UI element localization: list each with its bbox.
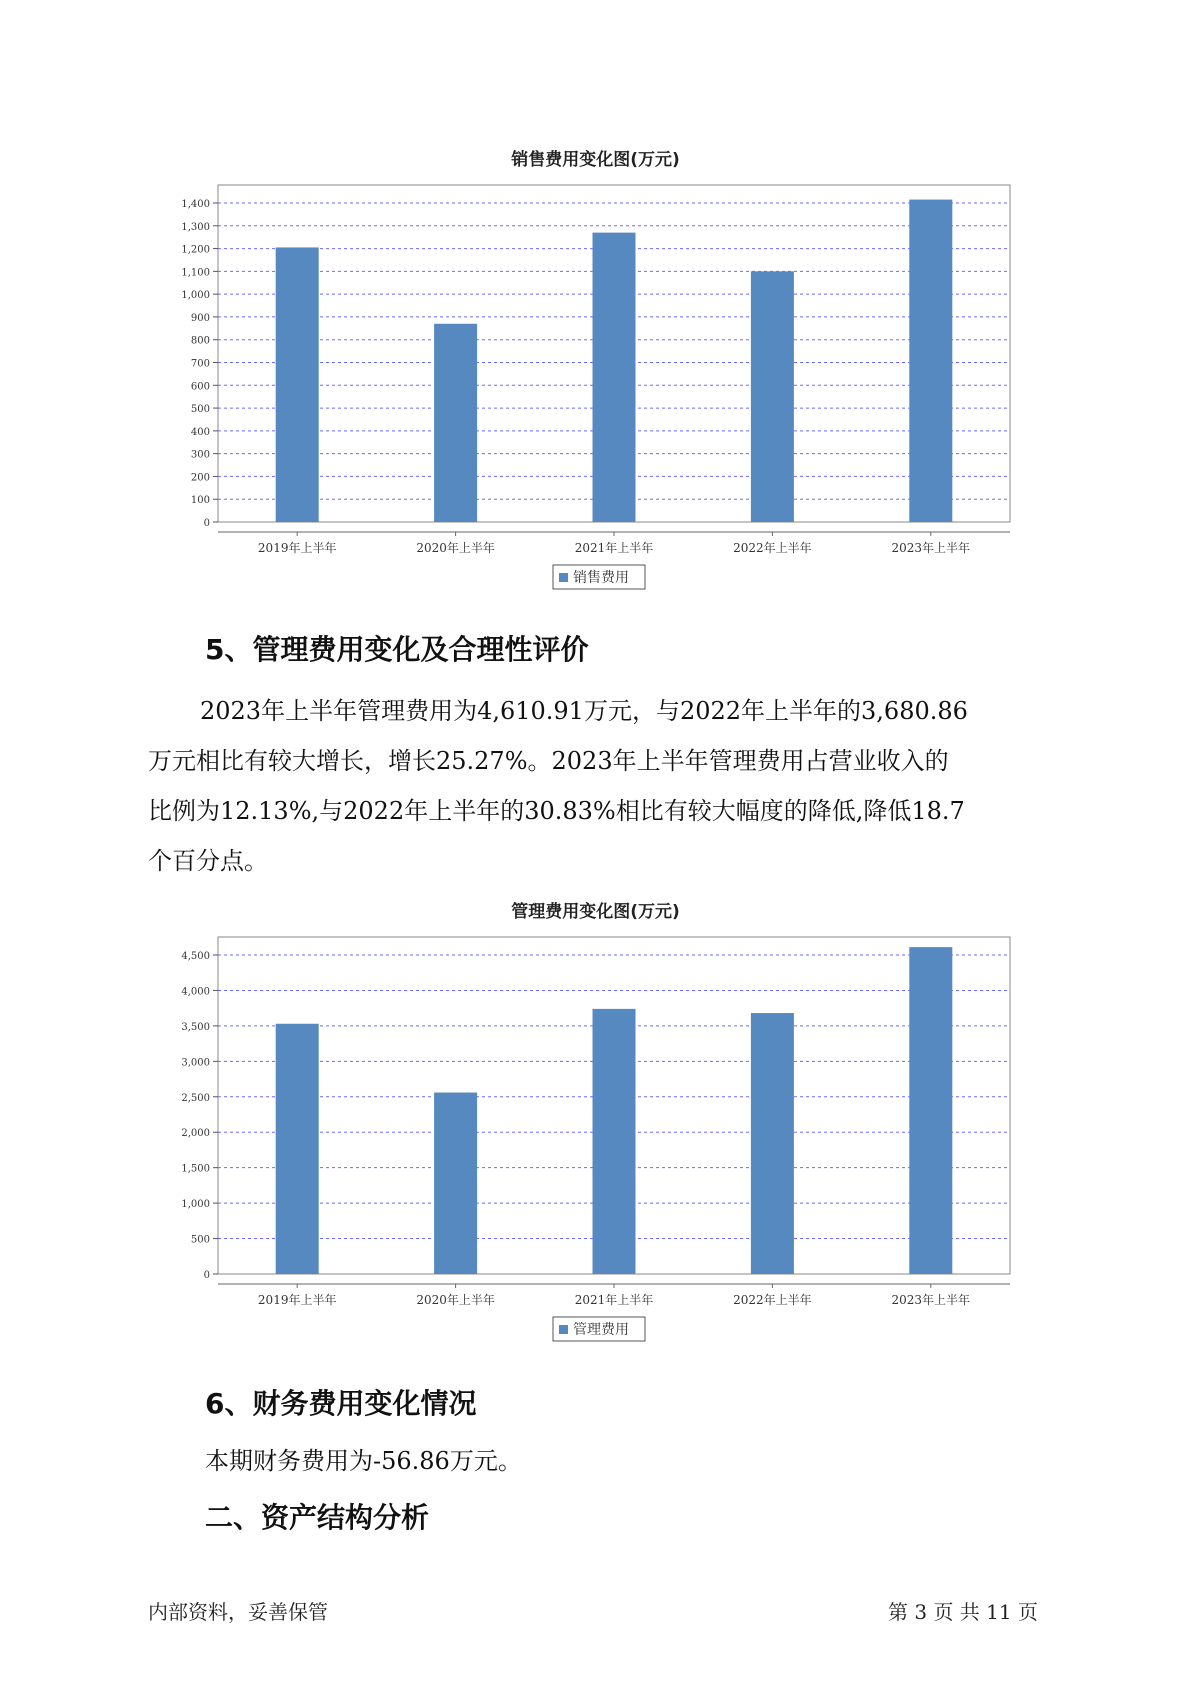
bar xyxy=(276,247,319,522)
bar xyxy=(751,271,794,522)
x-tick-label: 2023年上半年 xyxy=(891,1293,971,1307)
admin-expense-chart xyxy=(0,927,1191,1347)
x-tick-label: 2020年上半年 xyxy=(416,1293,495,1307)
bar xyxy=(909,200,952,522)
y-tick-label: 100 xyxy=(190,495,210,507)
chart2-title: 管理费用变化图(万元) xyxy=(511,902,680,922)
section2-heading: 二、资产结构分析 xyxy=(205,1501,430,1534)
x-tick-label: 2023年上半年 xyxy=(891,541,971,555)
y-tick-label: 2,000 xyxy=(181,1128,210,1140)
sales-expense-chart xyxy=(0,175,1191,595)
y-tick-label: 800 xyxy=(190,335,210,347)
y-tick-label: 600 xyxy=(190,381,210,393)
y-tick-label: 1,300 xyxy=(181,221,210,233)
bar xyxy=(434,324,477,522)
bar xyxy=(276,1024,319,1274)
x-tick-label: 2022年上半年 xyxy=(733,541,812,555)
x-tick-label: 2022年上半年 xyxy=(733,1293,812,1307)
bar xyxy=(434,1093,477,1274)
y-tick-label: 700 xyxy=(190,358,210,370)
section5-line-4: 个百分点。 xyxy=(148,847,268,875)
section5-heading: 5、管理费用变化及合理性评价 xyxy=(205,633,589,666)
y-tick-label: 4,000 xyxy=(181,986,210,998)
bar xyxy=(593,233,636,522)
y-tick-label: 1,200 xyxy=(181,244,210,256)
footer-page-number: 第 3 页 共 11 页 xyxy=(888,1600,1038,1624)
y-tick-label: 3,000 xyxy=(181,1057,210,1069)
y-tick-label: 1,400 xyxy=(181,199,210,210)
legend-label: 管理费用 xyxy=(573,1322,629,1338)
y-tick-label: 1,000 xyxy=(181,290,210,302)
y-tick-label: 500 xyxy=(190,404,210,416)
y-tick-label: 1,000 xyxy=(181,1199,210,1211)
x-tick-label: 2021年上半年 xyxy=(574,541,654,555)
y-tick-label: 400 xyxy=(190,426,210,438)
section5-line-2: 万元相比有较大增长，增长25.27%。2023年上半年管理费用占营业收入的 xyxy=(148,747,949,775)
y-tick-label: 4,500 xyxy=(181,951,210,962)
y-tick-label: 0 xyxy=(203,1270,210,1281)
legend-swatch xyxy=(559,573,568,582)
y-tick-label: 0 xyxy=(203,518,210,529)
footer-left: 内部资料，妥善保管 xyxy=(148,1600,328,1624)
y-tick-label: 3,500 xyxy=(181,1021,210,1033)
y-tick-label: 500 xyxy=(190,1234,210,1246)
section5-line-1: 2023年上半年管理费用为4,610.91万元，与2022年上半年的3,680.86 xyxy=(200,697,968,725)
x-tick-label: 2019年上半年 xyxy=(257,541,337,555)
bar xyxy=(751,1013,794,1274)
y-tick-label: 1,100 xyxy=(181,267,210,279)
y-tick-label: 900 xyxy=(190,312,210,324)
chart-legend xyxy=(553,565,645,589)
bar xyxy=(593,1009,636,1274)
chart-legend xyxy=(553,1317,645,1341)
section5-line-3: 比例为12.13%,与2022年上半年的30.83%相比有较大幅度的降低,降低18.7 xyxy=(148,797,965,825)
x-tick-label: 2019年上半年 xyxy=(257,1293,337,1307)
y-tick-label: 1,500 xyxy=(181,1163,210,1175)
y-tick-label: 200 xyxy=(190,472,210,484)
x-tick-label: 2021年上半年 xyxy=(574,1293,654,1307)
section6-line-1: 本期财务费用为-56.86万元。 xyxy=(205,1447,522,1475)
legend-swatch xyxy=(559,1325,568,1334)
x-tick-label: 2020年上半年 xyxy=(416,541,495,555)
legend-label: 销售费用 xyxy=(573,570,629,586)
section6-heading: 6、财务费用变化情况 xyxy=(205,1387,477,1420)
y-tick-label: 300 xyxy=(190,449,210,461)
section5-paragraph xyxy=(148,686,1048,886)
bar xyxy=(909,947,952,1274)
chart1-title: 销售费用变化图(万元) xyxy=(511,150,680,170)
section6-paragraph xyxy=(205,1436,1105,1486)
y-tick-label: 2,500 xyxy=(181,1092,210,1104)
